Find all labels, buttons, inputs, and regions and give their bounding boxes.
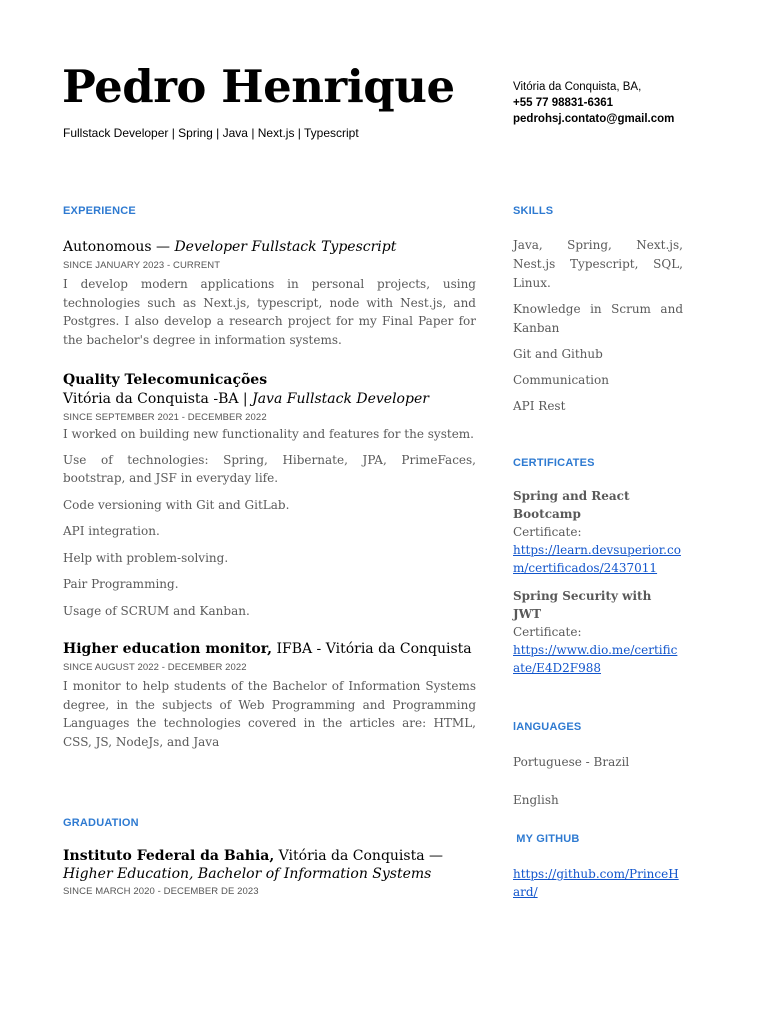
job-company: Autonomous [63, 239, 152, 255]
job-subtitle [63, 390, 476, 409]
resume-name: Pedro Henrique [62, 60, 455, 113]
job-role: Java Fullstack Developer [252, 391, 429, 407]
job-description: I develop modern applications in personal projects, using technologies such as Next.js, typescript, node with Nest.js, and Postgres. I also develop a research project for my Final Paper for the bachelor's degree in information systems. [63, 277, 476, 347]
skill-item: Knowledge in Scrum and Kanban [513, 302, 683, 335]
skills-list [513, 236, 683, 416]
certificates-heading: CERTIFICATES [513, 457, 595, 469]
experience-heading: EXPERIENCE [63, 205, 136, 217]
contact-phone: +55 77 98831-6361 [513, 97, 614, 109]
github-heading: MY GITHUB [513, 833, 580, 845]
job-bullet: Help with problem-solving. [63, 550, 229, 565]
job-bullet: I worked on building new functionality and features for the system. [63, 427, 474, 441]
job-location: IFBA - Vitória da Conquista [272, 641, 472, 657]
github-link[interactable]: https://github.com/PrinceHard/ [513, 867, 679, 899]
job-entry [63, 371, 476, 620]
graduation-degree: Higher Education, Bachelor of Information Systems [63, 866, 432, 882]
job-entry [63, 238, 476, 349]
graduation-location: Vitória da Conquista — [274, 848, 444, 864]
job-title [63, 371, 476, 390]
right-column [513, 205, 683, 901]
certificate-link[interactable]: https://learn.devsuperior.com/certificados/2437011 [513, 543, 681, 575]
job-bullet: Pair Programming. [63, 577, 179, 591]
skill-item: Git and Github [513, 347, 603, 361]
job-title [63, 238, 476, 257]
job-company: Quality Telecomunicações [63, 372, 268, 388]
resume-subtitle: Fullstack Developer | Spring | Java | Next.js | Typescript [63, 126, 359, 140]
skill-item: Communication [513, 373, 609, 387]
job-description: I monitor to help students of the Bachelor of Information Systems degree, in the subjects of Web Programming and Programming Languages the technologies covered in the articles are: HTML, CSS, JS, NodeJs, and Java [63, 679, 476, 749]
job-role: Developer Fullstack Typescript [174, 239, 397, 255]
certificate-item [513, 587, 683, 677]
job-bullet: Usage of SCRUM and Kanban. [63, 603, 250, 618]
job-company: Higher education monitor, [63, 641, 273, 657]
skills-heading: SKILLS [513, 205, 554, 217]
job-bullet: API integration. [63, 524, 160, 538]
graduation-entry [63, 847, 476, 897]
job-location: Vitória da Conquista -BA | [63, 391, 253, 407]
certificate-title: Spring and React Bootcamp [513, 489, 630, 521]
certificate-label: Certificate: [513, 625, 582, 639]
job-entry [63, 640, 476, 751]
job-title [63, 640, 476, 659]
certificate-title: Spring Security with JWT [513, 589, 652, 621]
graduation-heading: GRADUATION [63, 817, 139, 829]
graduation-title [63, 847, 476, 883]
certificate-link[interactable]: https://www.dio.me/certificate/E4D2F988 [513, 643, 678, 675]
graduation-school: Instituto Federal da Bahia, [63, 848, 275, 864]
job-bullet: Code versioning with Git and GitLab. [63, 497, 290, 512]
left-column [63, 205, 476, 897]
languages-heading: lANGUAGES [513, 721, 582, 733]
job-date: SINCE SEPTEMBER 2021 - DECEMBER 2022 [63, 412, 267, 423]
skill-item: Java, Spring, Next.js, Nest.js Typescript, SQL, Linux. [513, 238, 683, 290]
contact-location: Vitória da Conquista, BA, [513, 81, 642, 93]
certificate-item [513, 487, 683, 577]
skill-item: API Rest [513, 399, 566, 413]
job-bullet: Use of technologies: Spring, Hibernate, JPA, PrimeFaces, bootstrap, and JSF in everyday life. [63, 452, 476, 485]
language-item: English [513, 793, 559, 807]
contact-email: pedrohsj.contato@gmail.com [513, 113, 675, 125]
languages-list [513, 753, 683, 809]
certificate-label: Certificate: [513, 525, 582, 539]
graduation-date: SINCE MARCH 2020 - DECEMBER DE 2023 [63, 886, 259, 897]
job-date: SINCE AUGUST 2022 - DECEMBER 2022 [63, 662, 247, 673]
language-item: Portuguese - Brazil [513, 755, 630, 769]
job-date: SINCE JANUARY 2023 - CURRENT [63, 260, 221, 271]
contact-block [513, 79, 753, 127]
job-separator: — [151, 239, 175, 255]
